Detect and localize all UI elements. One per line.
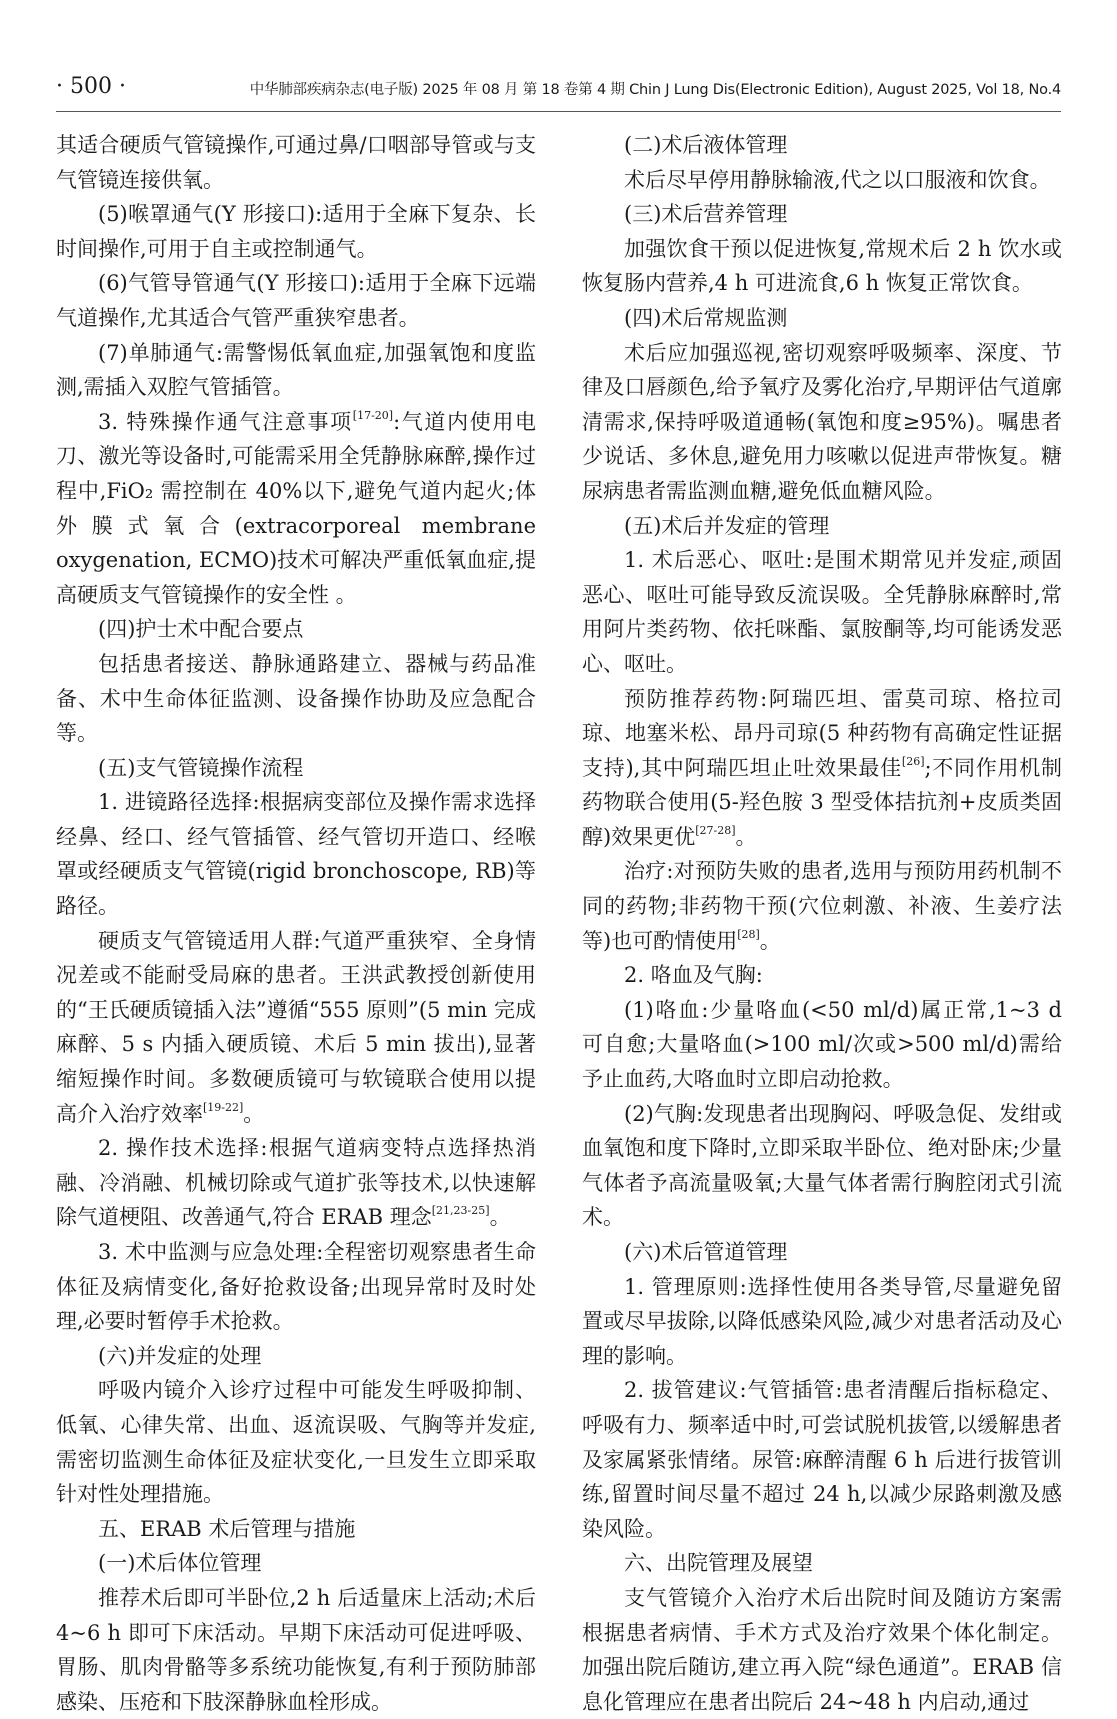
paragraph-text: 术后尽早停用静脉输液,代之以口服液和饮食。 [624, 167, 1051, 192]
paragraph-text: 2. 拔管建议:气管插管:患者清醒后指标稳定、呼吸有力、频率适中时,可尝试脱机拔管,以缓解患者及家属紧张情绪。尿管:麻醉清醒 6 h 后进行拔管训练,留置时间尽量不超过 24 h,以减少尿路刺激及感染风险。 [582, 1378, 1062, 1541]
paragraph-text: 。 [243, 1101, 265, 1126]
section-heading [582, 301, 1062, 336]
paragraph [56, 1235, 536, 1339]
paragraph-text: 1. 管理原则:选择性使用各类导管,尽量避免留置或尽早拔除,以降低感染风险,减少对患者活动及心理的影响。 [582, 1274, 1062, 1368]
paragraph-text: 其适合硬质气管镜操作,可通过鼻/口咽部导管或与支气管镜连接供氧。 [56, 133, 536, 192]
section-heading [56, 612, 536, 647]
page-number: · 500 · [56, 74, 126, 99]
paragraph-text: 支气管镜介入治疗术后出院时间及随访方案需根据患者病情、手术方式及治疗效果个体化制定。加强出院后随访,建立再入院“绿色通道”。ERAB 信息化管理应在患者出院后 24~48 h 内启动,通过 [582, 1585, 1062, 1714]
paragraph-text: 2. 咯血及气胸: [624, 963, 763, 988]
paragraph [582, 1373, 1062, 1546]
paragraph-text: (6)气管导管通气(Y 形接口):适用于全麻下远端气道操作,尤其适合气管严重狭窄患者。 [56, 271, 536, 330]
paragraph [56, 785, 536, 923]
left-column [56, 128, 536, 1719]
section-heading [582, 197, 1062, 232]
right-column [582, 128, 1062, 1719]
paragraph [582, 232, 1062, 301]
citation-ref: [26] [901, 754, 925, 768]
paragraph-text: (7)单肺通气:需警惕低氧血症,加强氧饱和度监测,需插入双腔气管插管。 [56, 340, 536, 400]
paragraph-text: 治疗:对预防失败的患者,选用与预防用药机制不同的药物;非药物干预(穴位刺激、补液、生姜疗法等)也可酌情使用 [582, 859, 1062, 953]
paragraph [582, 163, 1062, 198]
paragraph-text: 1. 术后恶心、呕吐:是围术期常见并发症,顽固恶心、呕吐可能导致反流误吸。全凭静脉麻醉时,常用阿片类药物、依托咪酯、氯胺酮等,均可能诱发恶心、呕吐。 [582, 548, 1062, 676]
paragraph [56, 647, 536, 751]
paragraph [56, 336, 536, 405]
section-heading [582, 958, 1062, 993]
citation-ref: [17-20] [352, 408, 394, 422]
paragraph [56, 128, 536, 197]
paragraph-text: 呼吸内镜介入诊疗过程中可能发生呼吸抑制、低氧、心律失常、出血、返流误吸、气胸等并发症,需密切监测生命体征及症状变化,一旦发生立即采取针对性处理措施。 [56, 1378, 536, 1507]
paragraph-text: 。 [489, 1205, 511, 1230]
paragraph-text: 包括患者接送、静脉通路建立、器械与药品准备、术中生命体征监测、设备操作协助及应急配合等。 [56, 651, 536, 746]
paragraph-text: (四)术后常规监测 [624, 305, 788, 330]
section-heading [56, 1512, 536, 1547]
paragraph-text: 五、ERAB 术后管理与措施 [98, 1516, 356, 1541]
paragraph-text: (一)术后体位管理 [98, 1551, 262, 1576]
paragraph [582, 336, 1062, 509]
paragraph-text: :气道内使用电刀、激光等设备时,可能需采用全凭静脉麻醉,操作过程中,FiO₂ 需控制在 40%以下,避免气道内起火;体外膜式氧合(extracorporeal membrane oxygenation, ECMO)技术可解决严重低氧血症,提高硬质支气管镜操作的安全性 。 [56, 409, 537, 607]
paragraph-text: 推荐术后即可半卧位,2 h 后适量床上活动;术后 4~6 h 即可下床活动。早期下床活动可促进呼吸、胃肠、肌肉骨骼等多系统功能恢复,有利于预防肺部感染、压疮和下肢深静脉血栓形成。 [56, 1585, 536, 1714]
paragraph-text: (二)术后液体管理 [624, 133, 788, 157]
paragraph-text: (1)咯血:少量咯血(<50 ml/d)属正常,1~3 d 可自愈;大量咯血(>100 ml/次或>500 ml/d)需给予止血药,大咯血时立即启动抢救。 [582, 997, 1062, 1092]
paragraph [56, 924, 536, 1132]
paragraph-text: (六)术后管道管理 [624, 1240, 788, 1264]
paragraph [56, 266, 536, 335]
paragraph [582, 854, 1062, 958]
paragraph-text: 。 [735, 824, 757, 849]
paragraph [56, 1373, 536, 1511]
paragraph-text: 术后应加强巡视,密切观察呼吸频率、深度、节律及口唇颜色,给予氧疗及雾化治疗,早期评估气道廓清需求,保持呼吸道通畅(氧饱和度≥95%)。嘱患者少说话、多休息,避免用力咳嗽以促进声带恢复。糖尿病患者需监测血糖,避免低血糖风险。 [582, 340, 1062, 503]
paragraph-text: 2. 操作技术选择:根据气道病变特点选择热消融、冷消融、机械切除或气道扩张等技术,以快速解除气道梗阻、改善通气,符合 ERAB 理念 [56, 1136, 536, 1230]
paragraph-text: 1. 进镜路径选择:根据病变部位及操作需求选择经鼻、经口、经气管插管、经气管切开造口、经喉罩或经硬质支气管镜(rigid bronchoscope, RB)等路径。 [56, 790, 536, 919]
paragraph-text: (五)术后并发症的管理 [624, 513, 830, 538]
paragraph [582, 1270, 1062, 1374]
paragraph [582, 1581, 1062, 1719]
paragraph-text: 3. 特殊操作通气注意事项 [98, 409, 353, 434]
running-header [56, 74, 1061, 100]
paragraph [582, 682, 1062, 855]
paragraph-text: (六)并发症的处理 [98, 1343, 262, 1368]
paragraph [56, 1131, 536, 1235]
paragraph-text: 六、出院管理及展望 [624, 1551, 813, 1576]
paragraph-text: (2)气胸:发现患者出现胸闷、呼吸急促、发绀或血氧饱和度下降时,立即采取半卧位、绝对卧床;少量气体者予高流量吸氧;大量气体者需行胸腔闭式引流术。 [582, 1101, 1062, 1230]
paragraph-text: 加强饮食干预以促进恢复,常规术后 2 h 饮水或恢复肠内营养,4 h 可进流食,6 h 恢复正常饮食。 [582, 236, 1062, 296]
paragraph [582, 993, 1062, 1097]
section-heading [582, 1235, 1062, 1270]
citation-ref: [19-22] [203, 1100, 244, 1114]
section-heading [582, 509, 1062, 544]
paragraph-text: (四)护士术中配合要点 [98, 617, 304, 642]
header-rule [56, 111, 1061, 112]
paragraph-text: 。 [759, 928, 781, 953]
paragraph [56, 197, 536, 266]
section-heading [56, 751, 536, 786]
section-heading [56, 1339, 536, 1374]
paragraph [582, 543, 1062, 681]
citation-ref: [27-28] [695, 823, 736, 837]
paragraph-text: 预防推荐药物:阿瑞匹坦、雷莫司琼、格拉司琼、地塞米松、昂丹司琼(5 种药物有高确定性证据支持),其中阿瑞匹坦止吐效果最佳 [582, 686, 1062, 780]
paragraph-text: 硬质支气管镜适用人群:气道严重狭窄、全身情况差或不能耐受局麻的患者。王洪武教授创新使用的“王氏硬质镜插入法”遵循“555 原则”(5 min 完成麻醉、5 s 内插入硬质镜、术后 5 min 拔出),显著缩短操作时间。多数硬质镜可与软镜联合使用以提高介入治疗效率 [56, 928, 536, 1126]
section-heading [582, 128, 1062, 163]
paragraph-text: (三)术后营养管理 [624, 202, 788, 227]
paragraph-text: (五)支气管镜操作流程 [98, 755, 304, 780]
paragraph-text: 3. 术中监测与应急处理:全程密切观察患者生命体征及病情变化,备好抢救设备;出现异常时及时处理,必要时暂停手术抢救。 [56, 1240, 536, 1334]
paragraph-text: (5)喉罩通气(Y 形接口):适用于全麻下复杂、长时间操作,可用于自主或控制通气。 [56, 202, 536, 261]
section-heading [56, 1546, 536, 1581]
paragraph [582, 1097, 1062, 1235]
paragraph-text: ;不同作用机制药物联合使用(5-羟色胺 3 型受体拮抗剂+皮质类固醇)效果更优 [582, 755, 1062, 849]
journal-citation: 中华肺部疾病杂志(电子版) 2025 年 08 月 第 18 卷第 4 期 Chin J Lung Dis(Electronic Edition), August 2025, Vol 18, No.4 [249, 82, 1061, 98]
paragraph [56, 1581, 536, 1719]
citation-ref: [28] [737, 927, 760, 941]
paragraph [56, 405, 536, 613]
citation-ref: [21,23-25] [431, 1204, 490, 1218]
section-heading [582, 1546, 1062, 1581]
